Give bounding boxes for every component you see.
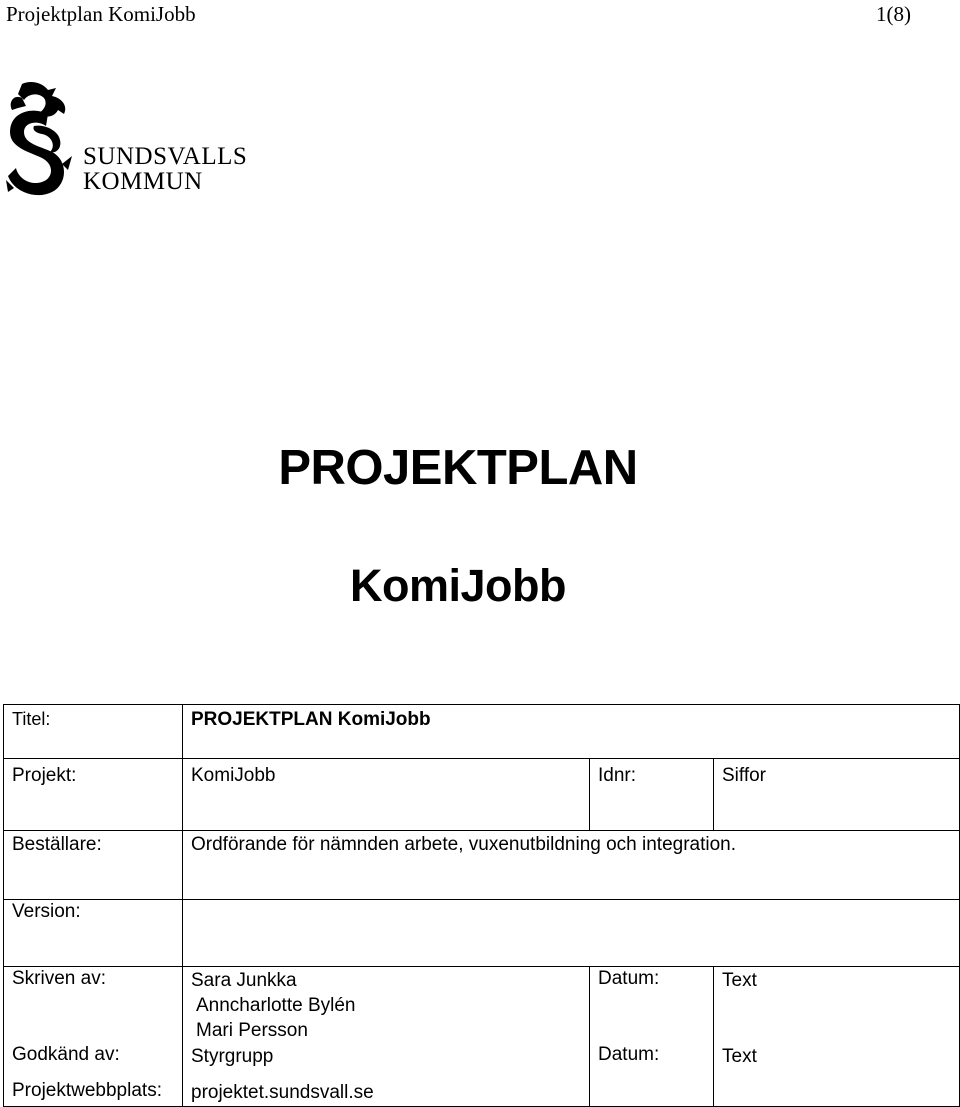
- version-value: [183, 900, 960, 967]
- bestallare-value: Ordförande för nämnden arbete, vuxenutbildning och integration.: [183, 831, 960, 900]
- datum-label-cell: [590, 967, 714, 1107]
- logo-text-line1: SUNDSVALLS: [83, 143, 248, 170]
- godkand-datum-value: Text: [722, 1046, 757, 1067]
- table-row-projekt: [4, 759, 960, 831]
- sundsvalls-kommun-logo: [4, 80, 248, 200]
- document-title: PROJEKTPLAN: [278, 441, 638, 495]
- bestallare-label: Beställare:: [4, 831, 183, 900]
- godkand-value: Styrgrupp: [191, 1046, 274, 1067]
- logo-text-line2: KOMMUN: [83, 168, 203, 195]
- godkand-label: Godkänd av:: [12, 1044, 120, 1065]
- projekt-value: KomiJobb: [183, 759, 590, 831]
- projekt-label: Projekt:: [4, 759, 183, 831]
- table-row-bestallare: [4, 831, 960, 900]
- project-info-table: [3, 704, 960, 1107]
- header-document-name: Projektplan KomiJobb: [6, 2, 196, 26]
- dragon-s-emblem-icon: [4, 80, 79, 200]
- authors-label-cell: [4, 967, 183, 1107]
- skriven-datum-value: Text: [722, 970, 757, 991]
- titel-value: PROJEKTPLAN KomiJobb: [183, 705, 960, 759]
- titel-label: Titel:: [4, 705, 183, 759]
- skriven-value-2: Anncharlotte Bylén: [196, 995, 356, 1016]
- datum-value-cell: [714, 967, 960, 1107]
- skriven-label: Skriven av:: [12, 968, 106, 989]
- table-row-authors: [4, 967, 960, 1107]
- skriven-value-1: Sara Junkka: [191, 970, 297, 991]
- version-label: Version:: [4, 900, 183, 967]
- skriven-datum-label: Datum:: [598, 968, 660, 989]
- document-subtitle: KomiJobb: [350, 560, 566, 611]
- webb-label: Projektwebbplats:: [12, 1080, 162, 1101]
- idnr-value: Siffor: [714, 759, 960, 831]
- webb-value: projektet.sundsvall.se: [191, 1082, 374, 1103]
- authors-value-cell: [183, 967, 590, 1107]
- table-row-titel: [4, 705, 960, 759]
- header-page-number: 1(8): [876, 2, 911, 26]
- godkand-datum-label: Datum:: [598, 1044, 660, 1065]
- table-row-version: [4, 900, 960, 967]
- skriven-value-3: Mari Persson: [196, 1020, 308, 1041]
- idnr-label: Idnr:: [590, 759, 714, 831]
